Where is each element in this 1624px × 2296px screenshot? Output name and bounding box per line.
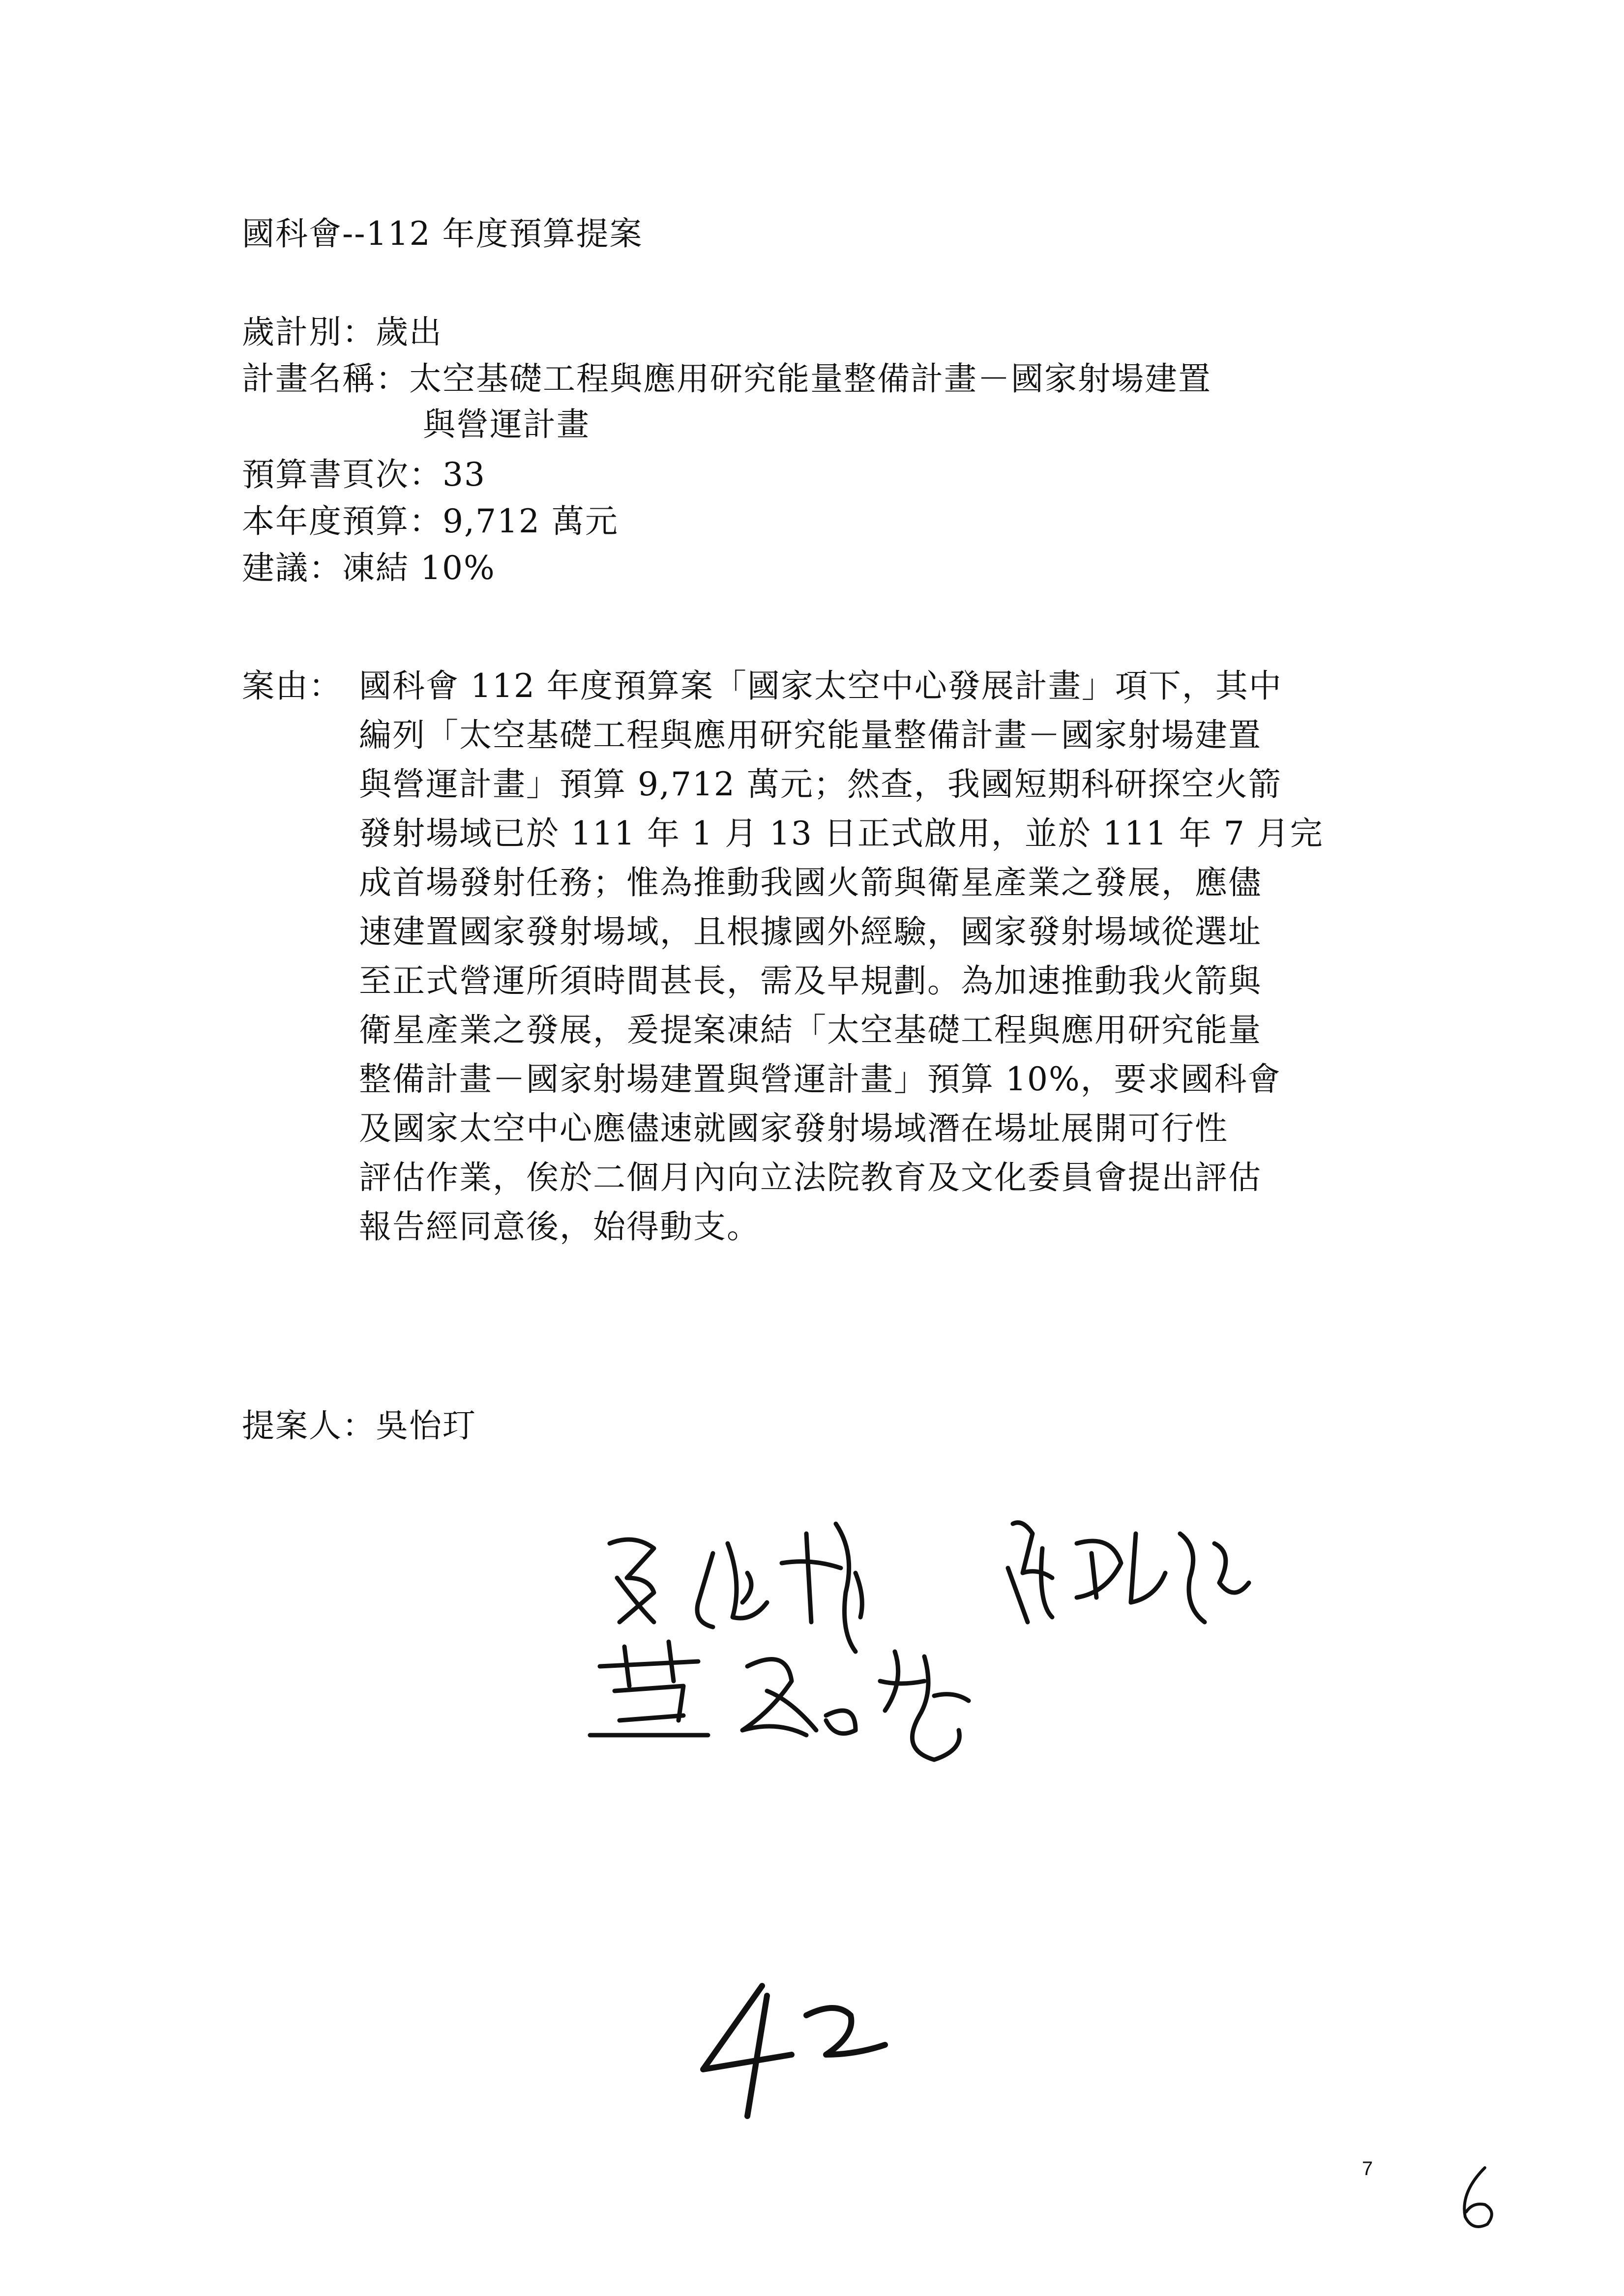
field-suggestion: 建議：凍結 10% (242, 549, 496, 587)
page-number: 7 (1362, 2158, 1373, 2180)
handwritten-mark-6 (1450, 2163, 1505, 2237)
reason-label: 案由： (242, 667, 342, 705)
reason-line: 與營運計畫」預算 9,712 萬元；然查，我國短期科研探空火箭 (359, 765, 1282, 803)
signature-3 (590, 1642, 969, 1760)
handwritten-number-42 (688, 1976, 895, 2123)
field-budget-page: 預算書頁次：33 (242, 456, 486, 494)
document-title: 國科會--112 年度預算提案 (242, 215, 643, 253)
field-budget-amount: 本年度預算：9,712 萬元 (242, 502, 619, 540)
signature-2 (1008, 1523, 1249, 1623)
field-plan-name-continued: 與營運計畫 (423, 406, 590, 443)
field-category: 歲計別：歲出 (242, 313, 443, 351)
reason-line: 及國家太空中心應儘速就國家發射場域潛在場址展開可行性 (359, 1109, 1228, 1147)
handwritten-signatures (580, 1504, 1337, 1779)
reason-line: 評估作業，俟於二個月內向立法院教育及文化委員會提出評估 (359, 1159, 1262, 1196)
reason-line: 整備計畫－國家射場建置與營運計畫」預算 10%，要求國科會 (359, 1060, 1281, 1098)
proposer: 提案人：吳怡玎 (242, 1407, 476, 1445)
reason-line: 成首場發射任務；惟為推動我國火箭與衛星產業之發展，應儘 (359, 864, 1262, 901)
reason-line: 國科會 112 年度預算案「國家太空中心發展計畫」項下，其中 (359, 667, 1282, 705)
reason-line: 發射場域已於 111 年 1 月 13 日正式啟用，並於 111 年 7 月完 (359, 814, 1324, 852)
reason-line: 至正式營運所須時間甚長，需及早規劃。為加速推動我火箭與 (359, 962, 1262, 1000)
signature-1 (610, 1524, 862, 1652)
reason-line: 速建置國家發射場域，且根據國外經驗，國家發射場域從選址 (359, 913, 1262, 951)
reason-line: 衛星產業之發展，爰提案凍結「太空基礎工程與應用研究能量 (359, 1011, 1262, 1049)
field-plan-name: 計畫名稱：太空基礎工程與應用研究能量整備計畫－國家射場建置 (242, 360, 1211, 398)
reason-line: 編列「太空基礎工程與應用研究能量整備計畫－國家射場建置 (359, 716, 1262, 754)
reason-line: 報告經同意後，始得動支。 (359, 1208, 760, 1246)
